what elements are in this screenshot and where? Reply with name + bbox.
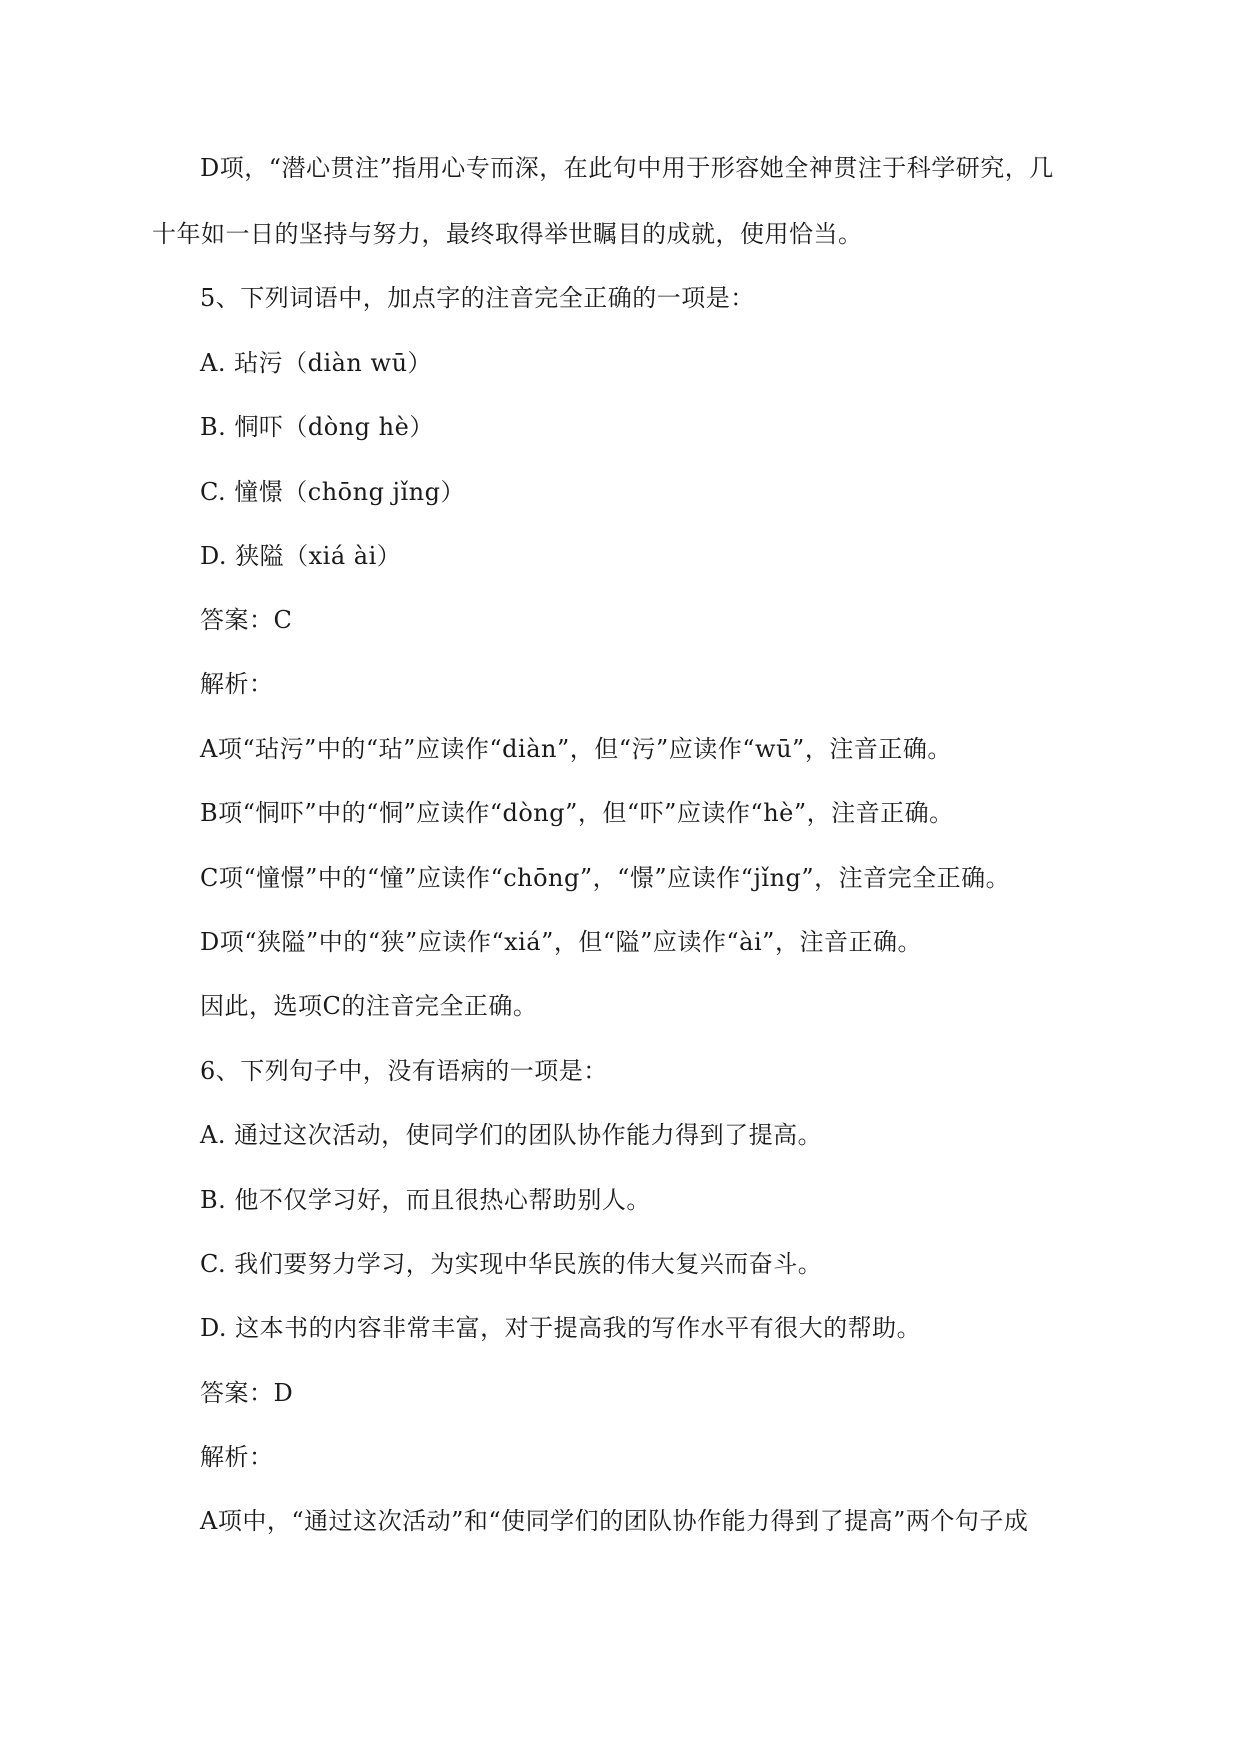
- answer-line: 答案：C: [200, 606, 293, 634]
- analysis-line: D项“狭隘”中的“狭”应读作“xiá”，但“隘”应读作“ài”，注音正确。: [200, 928, 922, 956]
- analysis-line: A项中，“通过这次活动”和“使同学们的团队协作能力得到了提高”两个句子成: [200, 1507, 1029, 1535]
- option-c: C. 我们要努力学习，为实现中华民族的伟大复兴而奋斗。: [200, 1250, 823, 1278]
- paragraph-line: D项，“潜心贯注”指用心专而深，在此句中用于形容她全神贯注于科学研究，几: [200, 154, 1054, 182]
- option-a: A. 通过这次活动，使同学们的团队协作能力得到了提高。: [200, 1121, 823, 1149]
- option-c: C. 憧憬（chōng jǐng）: [200, 478, 465, 506]
- analysis-heading: 解析：: [200, 670, 274, 698]
- option-b: B. 恫吓（dòng hè）: [200, 413, 434, 441]
- option-d: D. 狭隘（xiá ài）: [200, 542, 402, 570]
- option-b: B. 他不仅学习好，而且很热心帮助别人。: [200, 1186, 651, 1214]
- question-6-stem: 6、下列句子中，没有语病的一项是：: [200, 1057, 608, 1085]
- analysis-heading: 解析：: [200, 1443, 274, 1471]
- analysis-line: C项“憧憬”中的“憧”应读作“chōng”，“憬”应读作“jǐng”，注音完全正确。: [200, 864, 1011, 892]
- paragraph-line: 十年如一日的坚持与努力，最终取得举世瞩目的成就，使用恰当。: [152, 220, 863, 248]
- analysis-line: B项“恫吓”中的“恫”应读作“dòng”，但“吓”应读作“hè”，注音正确。: [200, 799, 954, 827]
- analysis-line: A项“玷污”中的“玷”应读作“diàn”，但“污”应读作“wū”，注音正确。: [200, 735, 952, 763]
- answer-line: 答案：D: [200, 1379, 294, 1407]
- option-d: D. 这本书的内容非常丰富，对于提高我的写作水平有很大的帮助。: [200, 1314, 922, 1342]
- conclusion-line: 因此，选项C的注音完全正确。: [200, 992, 538, 1020]
- option-a: A. 玷污（diàn wū）: [200, 349, 433, 377]
- question-5-stem: 5、下列词语中，加点字的注音完全正确的一项是：: [200, 284, 755, 312]
